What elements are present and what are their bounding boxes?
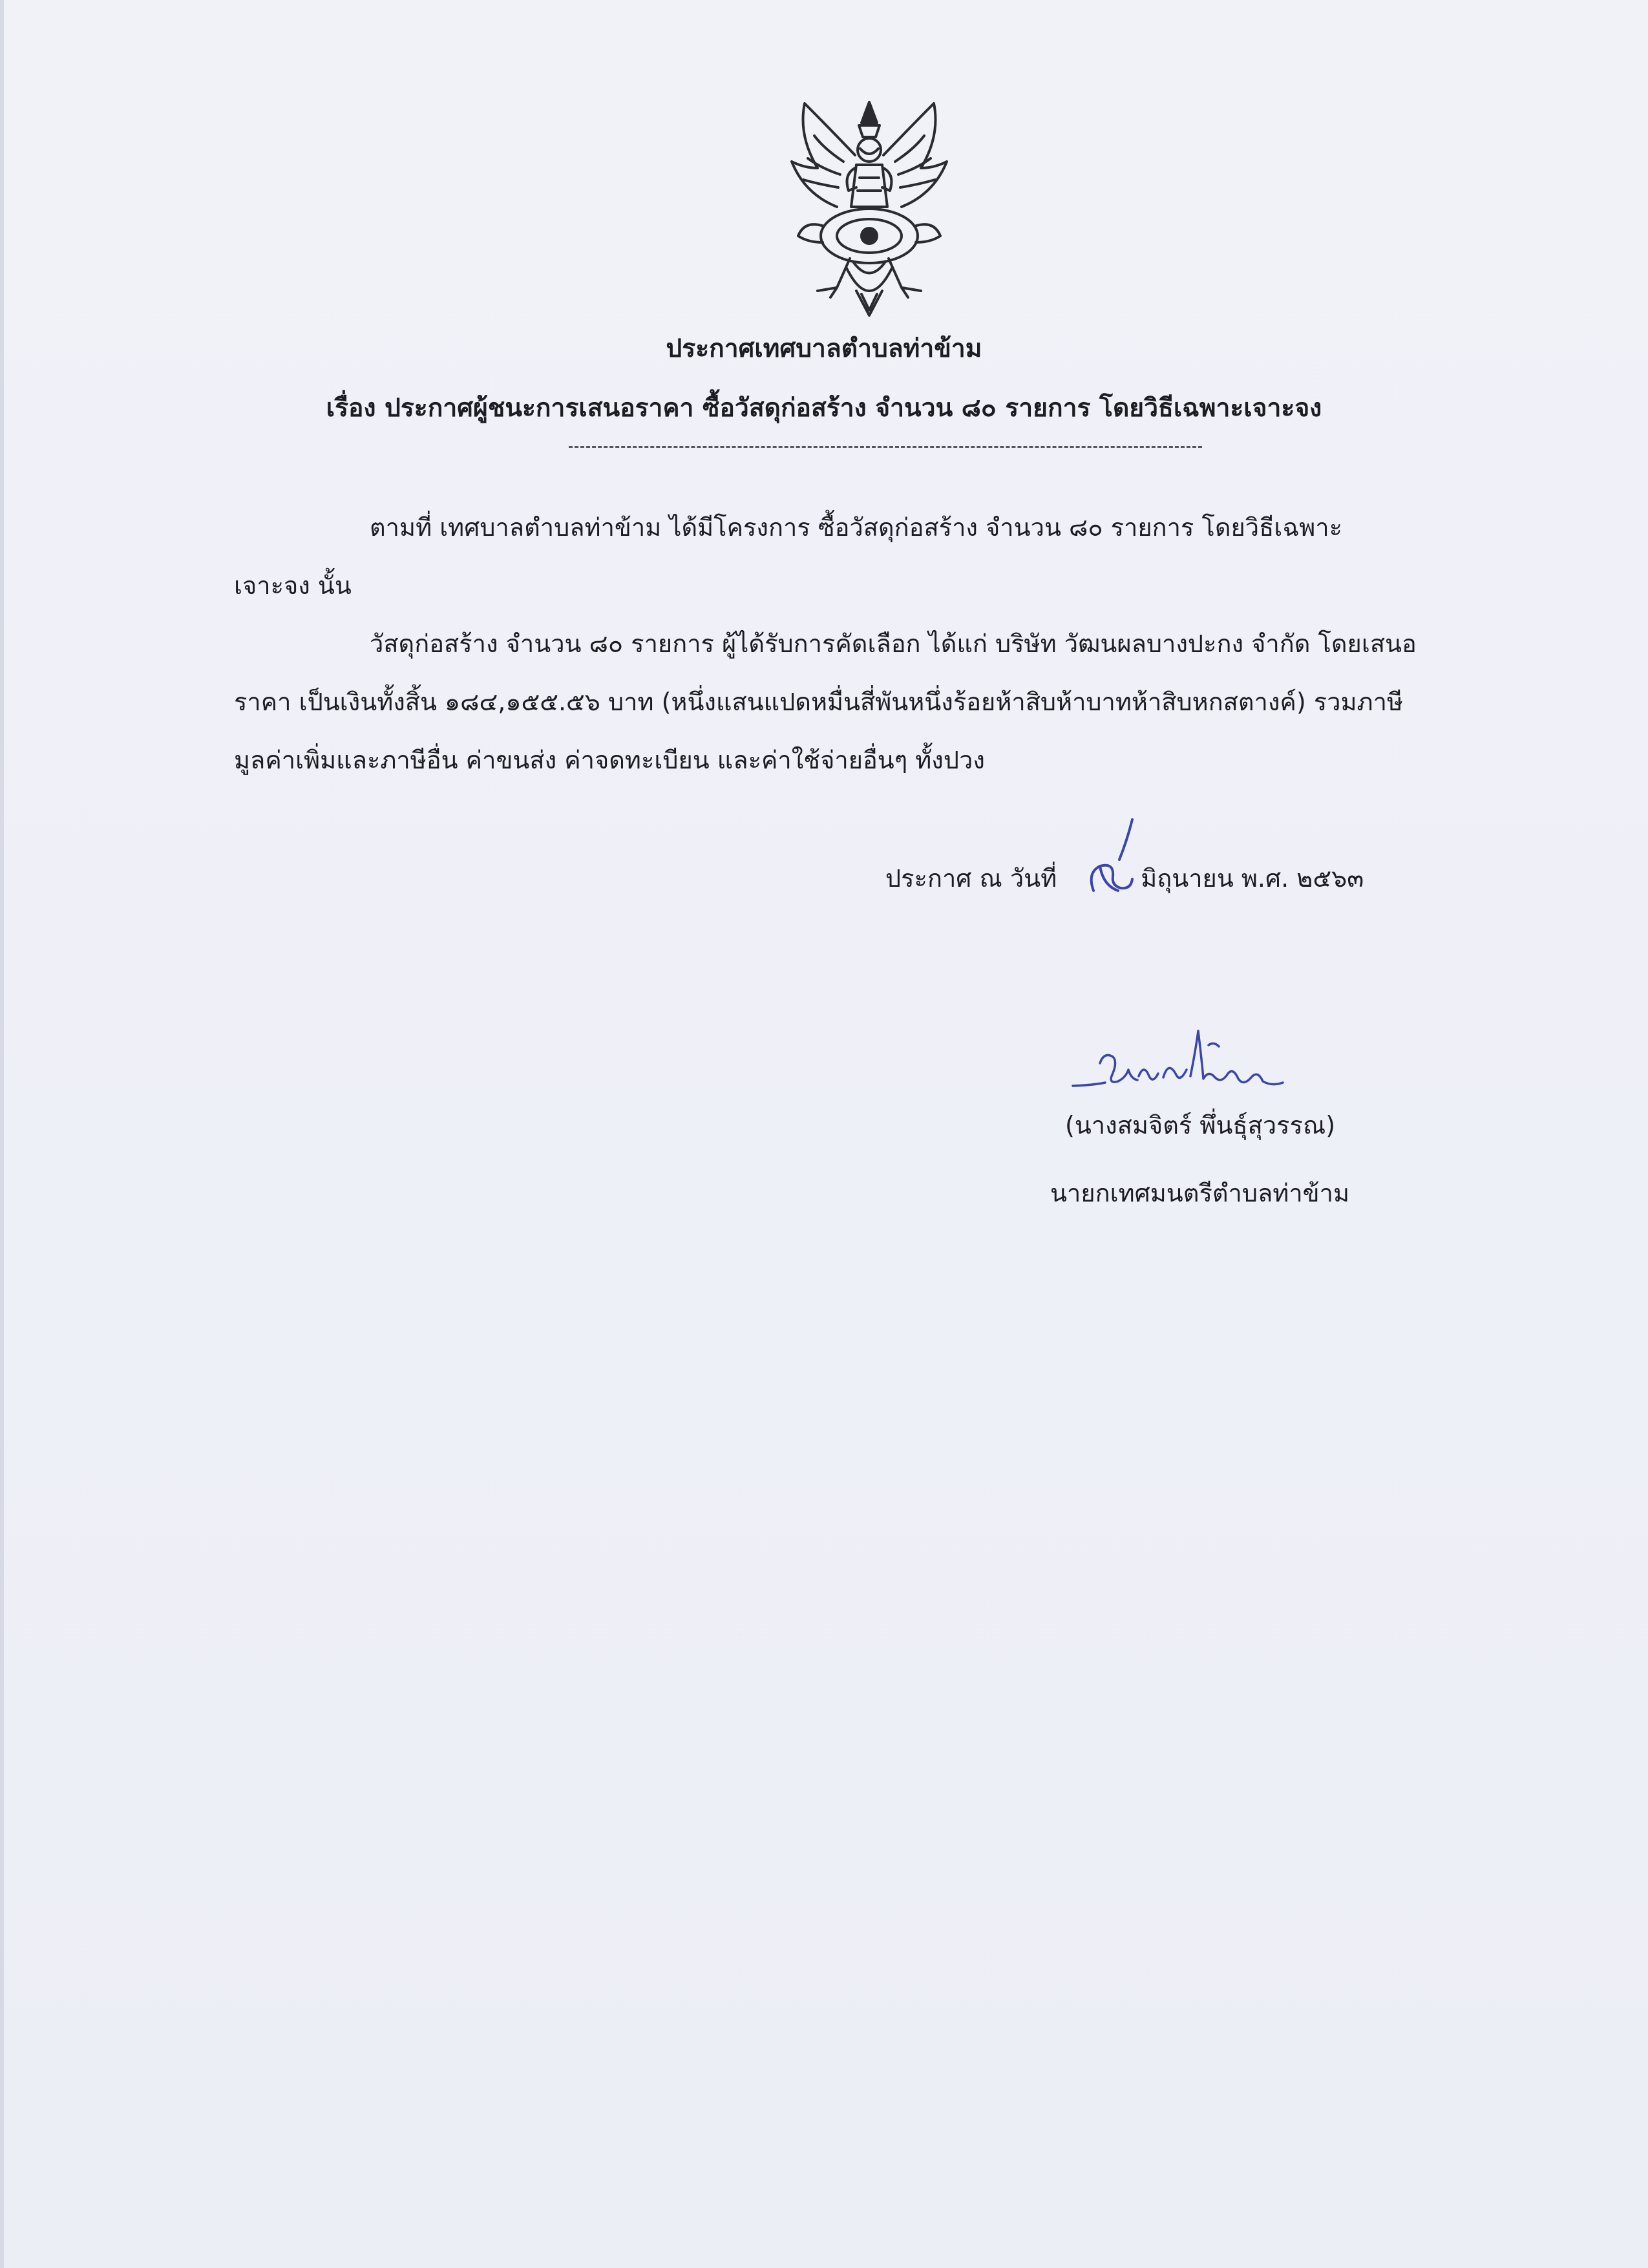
- paragraph2-line1: วัสดุก่อสร้าง จำนวน ๘๐ รายการ ผู้ได้รับการคัดเลือก ได้แก่ บริษัท วัฒนผลบางปะกง จำกัด โดยเสนอ: [370, 630, 1417, 658]
- signatory-name: (นางสมจิตร์ พึ่นธุ์สุวรรณ): [1065, 1111, 1336, 1139]
- paragraph2-line2: ราคา เป็นเงินทั้งสิ้น ๑๘๔,๑๕๕.๕๖ บาท (หนึ่งแสนแปดหมื่นสี่พันหนึ่งร้อยห้าสิบห้าบาทห้าสิบหกสตางค์) รวมภาษี: [234, 688, 1403, 716]
- date-suffix: มิถุนายน พ.ศ. ๒๕๖๓: [1141, 864, 1364, 893]
- date-prefix: ประกาศ ณ วันที่: [885, 864, 1057, 893]
- paragraph1-line2: เจาะจง นั้น: [234, 571, 352, 600]
- paragraph2-line3: มูลค่าเพิ่มและภาษีอื่น ค่าขนส่ง ค่าจดทะเบียน และค่าใช้จ่ายอื่นๆ ทั้งปวง: [234, 746, 985, 774]
- handwritten-signature-icon: [1066, 1024, 1312, 1102]
- handwritten-day-icon: [1081, 814, 1152, 905]
- signatory-position: นายกเทศมนตรีตำบลท่าข้าม: [1050, 1179, 1350, 1207]
- garuda-emblem-icon: [779, 97, 960, 320]
- document-title: ประกาศเทศบาลตำบลท่าข้าม: [666, 334, 982, 363]
- separator-line: [569, 446, 1202, 448]
- document-subject: เรื่อง ประกาศผู้ชนะการเสนอราคา ซื้อวัสดุก่อสร้าง จำนวน ๘๐ รายการ โดยวิธีเฉพาะเจาะจง: [326, 394, 1322, 423]
- paragraph1-line1: ตามที่ เทศบาลตำบลท่าข้าม ได้มีโครงการ ซื้อวัสดุก่อสร้าง จำนวน ๘๐ รายการ โดยวิธีเฉพาะ: [370, 513, 1343, 542]
